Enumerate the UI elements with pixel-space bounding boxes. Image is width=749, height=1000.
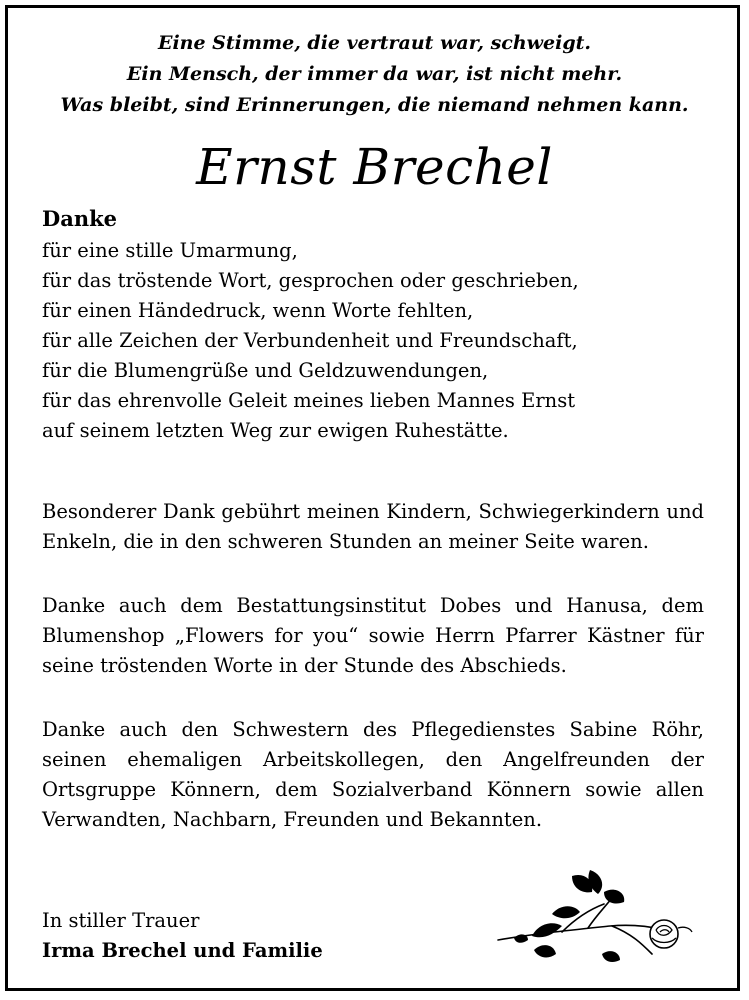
thanks-line: auf seinem letzten Weg zur ewigen Ruhestätte. <box>42 419 509 442</box>
deceased-name: Ernst Brechel <box>196 138 553 196</box>
rose-icon <box>492 868 697 978</box>
thanks-line: für die Blumengrüße und Geldzuwendungen, <box>42 359 489 382</box>
quote-line: Ein Mensch, der immer da war, ist nicht mehr. <box>126 63 623 85</box>
thanks-heading: Danke <box>42 206 117 231</box>
paragraph-funeral-thanks: Danke auch dem Bestattungsinstitut Dobes und Hanusa, dem Blumenshop „Flowers for you“ sowie Herrn Pfarrer Kästner für seine tröstenden Worte in der Stunde des Abschieds. <box>42 594 704 677</box>
thanks-line: für einen Händedruck, wenn Worte fehlten, <box>42 299 474 322</box>
paragraph-family-thanks: Besonderer Dank gebührt meinen Kindern, Schwiegerkindern und Enkeln, die in den schweren Stunden an meiner Seite waren. <box>42 500 704 553</box>
thanks-block <box>42 202 704 446</box>
paragraph-community-thanks: Danke auch den Schwestern des Pflegedienstes Sabine Röhr, seinen ehemaligen Arbeitskollegen, den Angelfreunden der Ortsgruppe Könnern, dem Sozialverband Könnern sowie allen Verwandten, Nachbarn, Freunden und Bekannten. <box>42 718 704 831</box>
closing-block <box>42 906 323 966</box>
thanks-line: für eine stille Umarmung, <box>42 239 298 262</box>
thanks-line: für das ehrenvolle Geleit meines lieben Mannes Ernst <box>42 389 576 412</box>
signature: Irma Brechel und Familie <box>42 939 323 962</box>
thanks-line: für das tröstende Wort, gesprochen oder geschrieben, <box>42 269 579 292</box>
thanks-line: für alle Zeichen der Verbundenheit und Freundschaft, <box>42 329 578 352</box>
quote-line: Was bleibt, sind Erinnerungen, die niemand nehmen kann. <box>60 94 689 116</box>
closing-line: In stiller Trauer <box>42 909 200 932</box>
quote-line: Eine Stimme, die vertraut war, schweigt. <box>157 32 592 54</box>
opening-quote <box>0 28 749 121</box>
